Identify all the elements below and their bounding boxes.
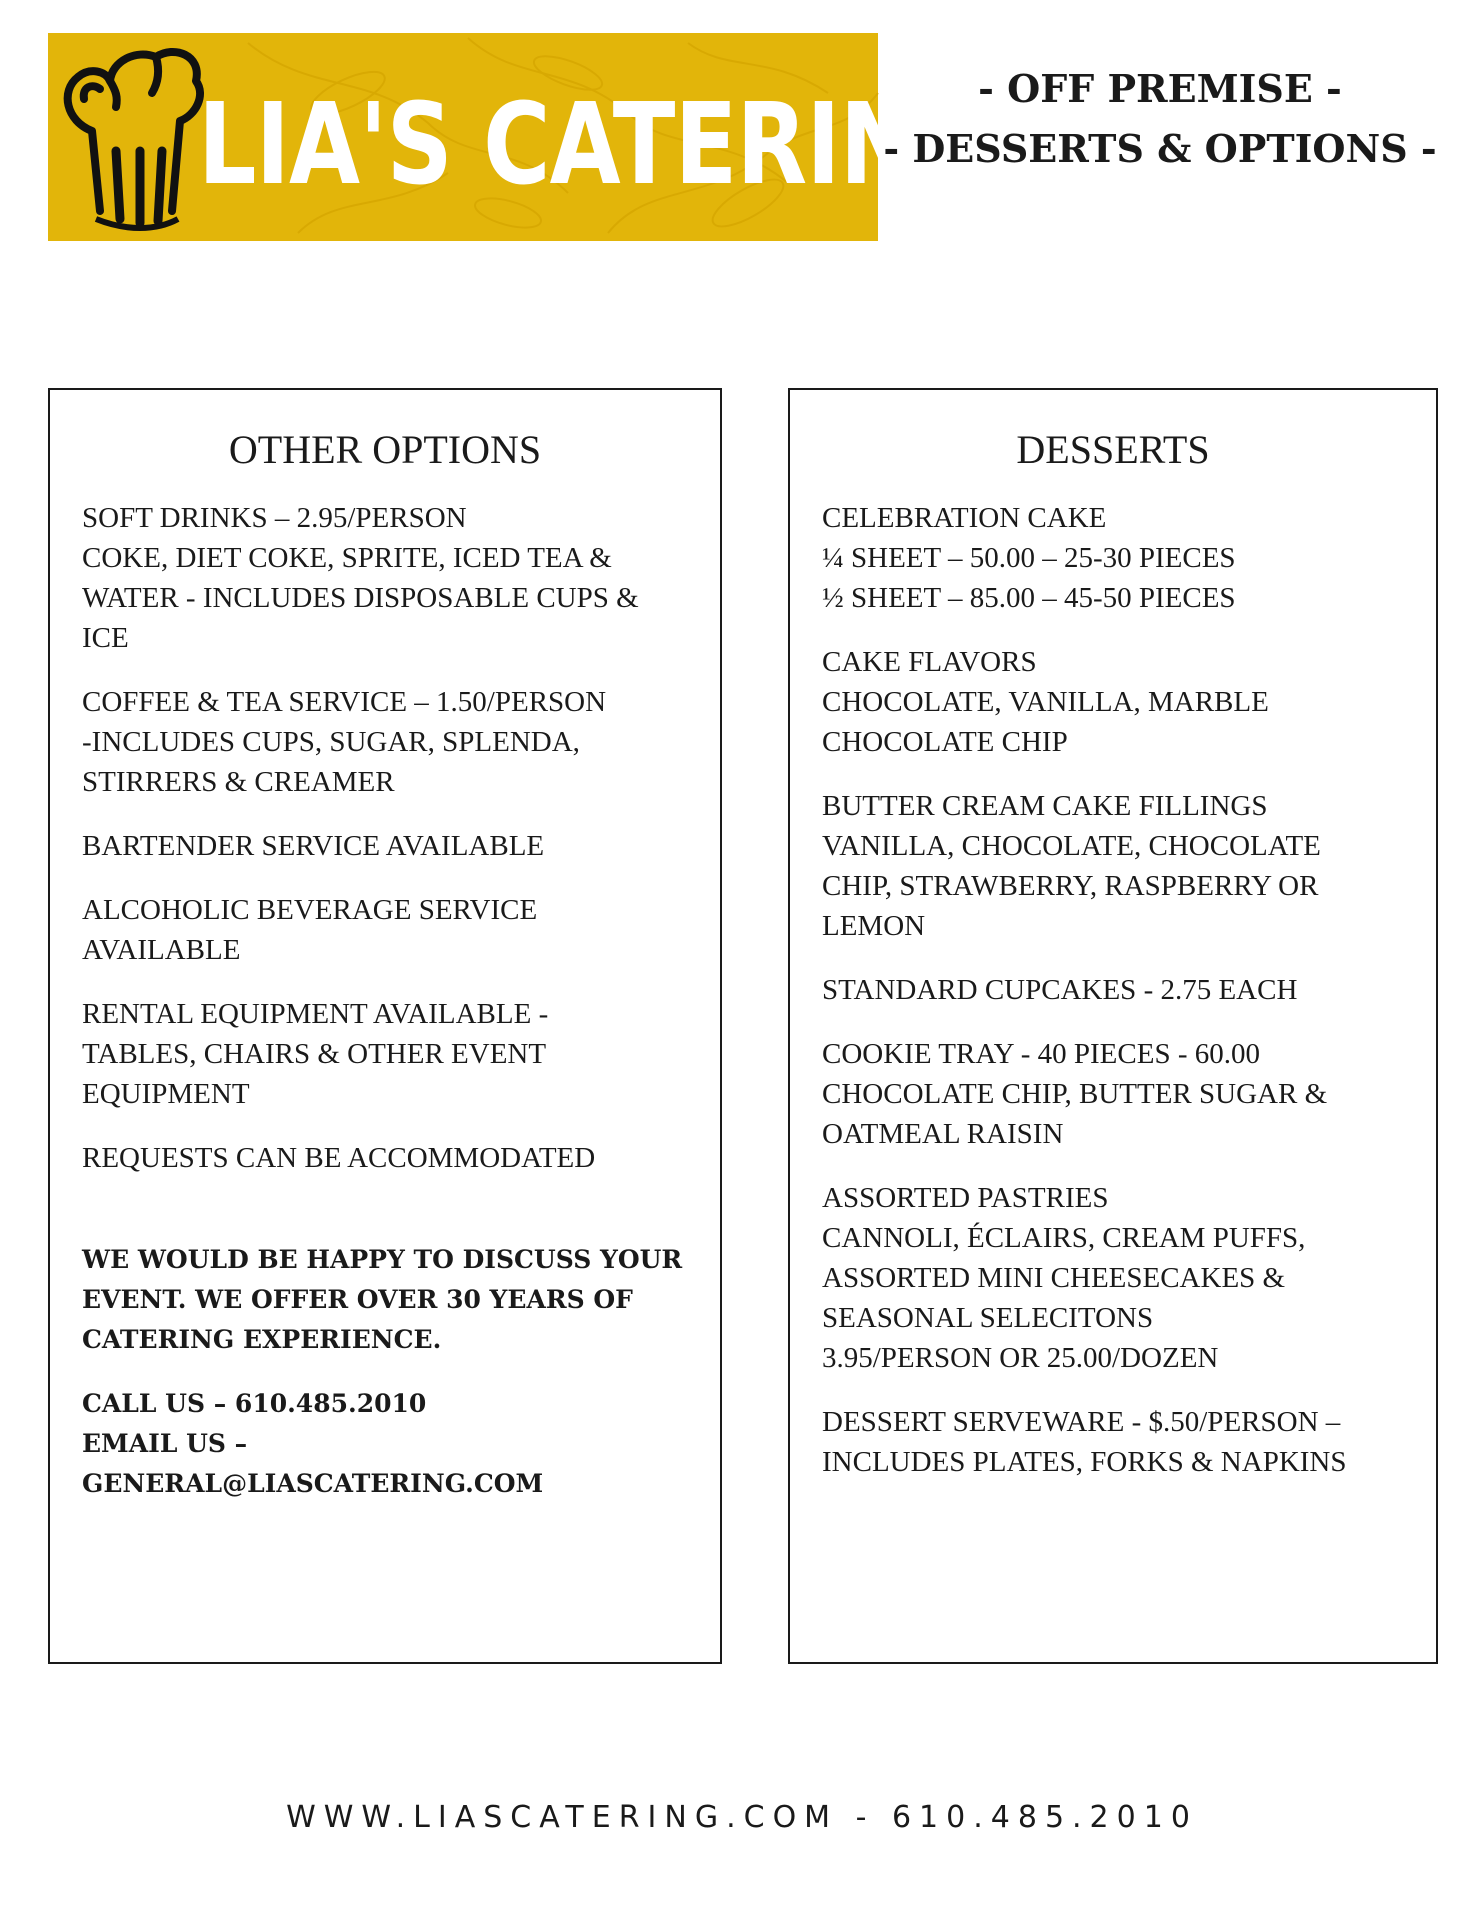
logo-wordmark: LIA'S CATERING — [198, 80, 991, 210]
dessert-line: CHOCOLATE CHIP, BUTTER SUGAR & — [822, 1078, 1328, 1110]
option-line: -INCLUDES CUPS, SUGAR, SPLENDA, — [82, 726, 580, 758]
dessert-line: DESSERT SERVEWARE - $.50/PERSON – — [822, 1406, 1341, 1438]
dessert-cookie-tray — [822, 1034, 1416, 1154]
dessert-serveware — [822, 1402, 1416, 1482]
desserts-list — [822, 498, 1416, 1506]
option-bartender — [82, 826, 700, 866]
company-logo — [48, 33, 991, 241]
dessert-line: CHOCOLATE CHIP — [822, 726, 1068, 758]
contact-phone[interactable]: CALL US – 610.485.2010 — [82, 1389, 427, 1418]
footer-website-phone[interactable]: WWW.LIASCATERING.COM - 610.485.2010 — [286, 1800, 1198, 1835]
dessert-line: ½ SHEET – 85.00 – 45-50 PIECES — [822, 582, 1236, 614]
experience-statement — [82, 1240, 700, 1360]
contact-info — [82, 1384, 700, 1504]
option-line: REQUESTS CAN BE ACCOMMODATED — [82, 1142, 596, 1174]
option-rental-equipment — [82, 994, 700, 1114]
option-soft-drinks — [82, 498, 700, 658]
panel-title: OTHER OPTIONS — [228, 427, 542, 472]
dessert-line: ASSORTED MINI CHEESECAKES & — [822, 1262, 1286, 1294]
option-alcoholic-beverage — [82, 890, 700, 970]
dessert-line: CHIP, STRAWBERRY, RASPBERRY OR — [822, 870, 1319, 902]
contact-email[interactable]: GENERAL@LIASCATERING.COM — [82, 1469, 544, 1498]
other-options-panel — [48, 388, 722, 1664]
dessert-line: VANILLA, CHOCOLATE, CHOCOLATE — [822, 830, 1321, 862]
dessert-cupcakes — [822, 970, 1416, 1010]
dessert-line: STANDARD CUPCAKES - 2.75 EACH — [822, 974, 1298, 1006]
dessert-line: INCLUDES PLATES, FORKS & NAPKINS — [822, 1446, 1347, 1478]
option-line: STIRRERS & CREAMER — [82, 766, 395, 798]
dessert-line: CHOCOLATE, VANILLA, MARBLE — [822, 686, 1269, 718]
statement-line: EVENT. WE OFFER OVER 30 YEARS OF — [82, 1285, 633, 1314]
option-line: COFFEE & TEA SERVICE – 1.50/PERSON — [82, 686, 607, 718]
option-line: RENTAL EQUIPMENT AVAILABLE - — [82, 998, 549, 1030]
dessert-line: LEMON — [822, 910, 926, 942]
dessert-line: 3.95/PERSON OR 25.00/DOZEN — [822, 1342, 1219, 1374]
statement-line: WE WOULD BE HAPPY TO DISCUSS YOUR — [82, 1245, 683, 1274]
header-off-premise: - OFF PREMISE - — [978, 66, 1342, 111]
dessert-cake-flavors — [822, 642, 1416, 762]
statement-line: CATERING EXPERIENCE. — [82, 1325, 442, 1354]
dessert-line: COOKIE TRAY - 40 PIECES - 60.00 — [822, 1038, 1260, 1070]
dessert-cake-fillings — [822, 786, 1416, 946]
dessert-line: SEASONAL SELECITONS — [822, 1302, 1154, 1334]
option-coffee-tea — [82, 682, 700, 802]
contact-email-label: EMAIL US – — [82, 1429, 248, 1458]
dessert-line: CAKE FLAVORS — [822, 646, 1037, 678]
other-options-list — [82, 498, 700, 1528]
dessert-line: OATMEAL RAISIN — [822, 1118, 1064, 1150]
dessert-celebration-cake — [822, 498, 1416, 618]
option-line: WATER - INCLUDES DISPOSABLE CUPS & — [82, 582, 639, 614]
chef-hat-icon — [56, 41, 206, 237]
option-line: ICE — [82, 622, 129, 654]
option-line: ALCOHOLIC BEVERAGE SERVICE — [82, 894, 538, 926]
option-line: SOFT DRINKS – 2.95/PERSON — [82, 502, 467, 534]
option-line: COKE, DIET COKE, SPRITE, ICED TEA & — [82, 542, 612, 574]
option-line: TABLES, CHAIRS & OTHER EVENT — [82, 1038, 547, 1070]
header-desserts-options: - DESSERTS & OPTIONS - — [883, 126, 1437, 171]
dessert-line: ¼ SHEET – 50.00 – 25-30 PIECES — [822, 542, 1236, 574]
option-line: AVAILABLE — [82, 934, 241, 966]
dessert-pastries — [822, 1178, 1416, 1378]
option-line: BARTENDER SERVICE AVAILABLE — [82, 830, 545, 862]
dessert-line: ASSORTED PASTRIES — [822, 1182, 1109, 1214]
dessert-line: CANNOLI, ÉCLAIRS, CREAM PUFFS, — [822, 1222, 1306, 1254]
dessert-line: BUTTER CREAM CAKE FILLINGS — [822, 790, 1268, 822]
panel-title: DESSERTS — [1016, 427, 1210, 472]
option-requests — [82, 1138, 700, 1178]
option-line: EQUIPMENT — [82, 1078, 250, 1110]
dessert-line: CELEBRATION CAKE — [822, 502, 1107, 534]
desserts-panel — [788, 388, 1438, 1664]
